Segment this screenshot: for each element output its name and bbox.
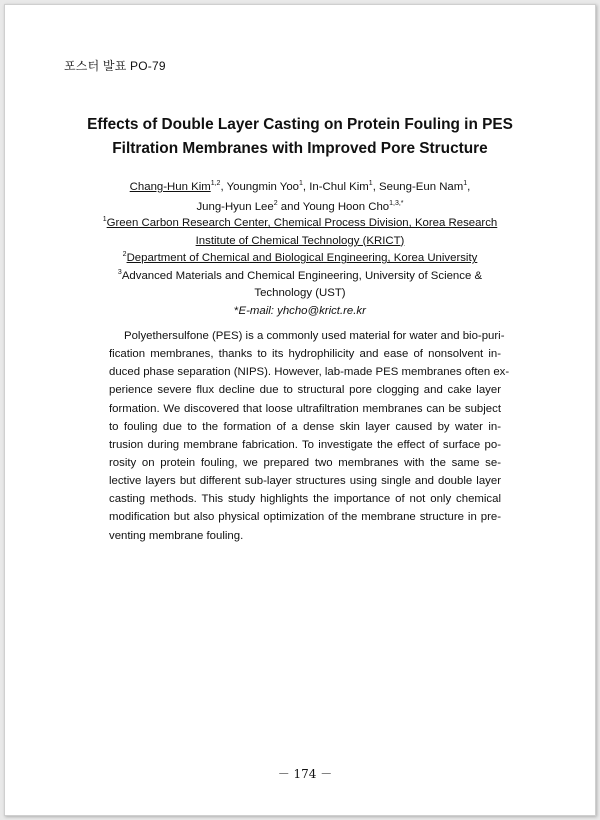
abstract-body (109, 327, 510, 545)
paper-title (75, 113, 525, 161)
abstract-line: venting membrane fouling. (109, 529, 244, 542)
author-name: Chang-Hun Kim (129, 181, 211, 193)
author-affil-sup: 1 (299, 180, 303, 187)
abstract-line: perience severe flux decline due to structural pore clogging and cake layer (109, 384, 501, 397)
title-line-2: Filtration Membranes with Improved Pore Structure (112, 140, 488, 157)
author-name: Young Hoon Cho (302, 200, 390, 213)
abstract-line: fication membranes, thanks to its hydrophilicity and ease of nonsolvent in- (109, 348, 501, 361)
abstract-line: trusion during membrane fabrication. To investigate the effect of surface po- (109, 438, 501, 451)
author-name: Jung-Hyun Lee (196, 200, 274, 213)
author-line-1: Chang-Hun Kim$^{1,2}$, Youngmin Yoo$^1$, In-Chul Kim$^1$, Seung-Eun Nam$^1$, (129, 180, 471, 193)
abstract-line: modification but also physical optimization of the membrane structure in pre- (109, 511, 501, 524)
abstract-line: Polyethersulfone (PES) is a commonly used material for water and bio-puri- (124, 330, 505, 342)
abstract-line: duced phase separation (NIPS). However, lab-made PES membranes often ex- (109, 366, 510, 379)
author-name: Seung-Eun Nam (379, 181, 464, 193)
poster-session-label: 포스터 발표 PO-79 (64, 59, 166, 73)
author-affil-sup: 2 (273, 199, 278, 207)
abstract-line: casting methods. This study highlights the importance of not only chemical (109, 493, 501, 506)
corresponding-email: *E-mail: yhcho@krict.re.kr (234, 304, 366, 317)
abstract-line: lective layers but different sub-layer structures using single and double layer (109, 475, 501, 488)
author-affil-sup: 1,3,* (389, 199, 404, 207)
title-line-1: Effects of Double Layer Casting on Protein Fouling in PES (87, 116, 513, 133)
affiliation-3-line-2: Technology (UST) (254, 287, 346, 300)
author-affil-sup: 1 (368, 180, 373, 187)
author-name: Youngmin Yoo (226, 181, 300, 193)
affiliation-1-line-1: $^1$Green Carbon Research Center, Chemical Process Division, Korea Research (102, 216, 498, 229)
author-list (75, 178, 525, 217)
author-affil-sup: 1,2 (210, 180, 221, 187)
affiliation-3-line-1: $^3$Advanced Materials and Chemical Engineering, University of Science & (117, 268, 483, 282)
author-name: In-Chul Kim (309, 181, 369, 193)
paper-page (4, 4, 596, 816)
affiliation-1-line-2: Institute of Chemical Technology (KRICT) (195, 234, 405, 247)
author-affil-sup: 1 (463, 180, 468, 187)
affiliations (75, 215, 525, 321)
abstract-line: to fouling due to the formation of a dense skin layer caused by water in- (109, 420, 501, 433)
abstract-line: rosity on protein fouling, we prepared two membranes with the same se- (109, 456, 501, 469)
affiliation-2: $^2$Department of Chemical and Biological Engineering, Korea University (122, 251, 478, 265)
abstract-line: formation. We discovered that loose ultrafiltration membranes can be subject (109, 402, 501, 415)
author-line-2: Jung-Hyun Lee$^2$ and Young Hoon Cho$^{1,3,*}$ (196, 199, 404, 213)
page-number: － 174 － (277, 767, 333, 781)
